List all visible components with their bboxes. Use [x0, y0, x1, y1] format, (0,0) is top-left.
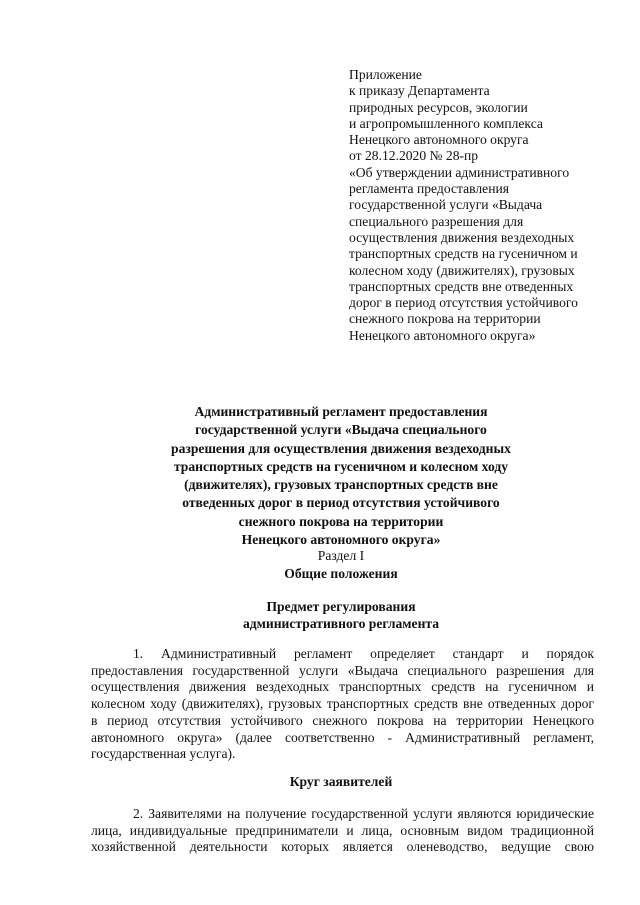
document-title: [100, 403, 582, 549]
appendix-line: снежного покрова на территории: [349, 311, 541, 327]
appendix-line: транспортных средств вне отведенных: [349, 278, 574, 294]
title-line: отведенных дорог в период отсутствия устойчивого: [182, 495, 500, 511]
appendix-line: колесном ходу (движителях), грузовых: [349, 262, 575, 278]
title-line: государственной услуги «Выдача специального: [195, 422, 487, 438]
applicants-heading: Круг заявителей: [289, 774, 393, 789]
paragraph-line: государственная услуга).: [91, 746, 236, 762]
paragraph-line: хозяйственной деятельности которых является оленеводство, ведущие свою: [91, 839, 594, 855]
appendix-line: от 28.12.2020 № 28-пр: [349, 148, 479, 164]
appendix-line: дорог в период отсутствия устойчивого: [349, 295, 578, 311]
paragraph-line: предоставления государственной услуги «Выдача специального разрешения для: [91, 662, 594, 678]
title-line: Административный регламент предоставления: [194, 404, 488, 419]
appendix-line: Ненецкого автономного округа»: [349, 327, 536, 343]
title-line: разрешения для осуществления движения вездеходных: [171, 440, 511, 456]
subsection-heading: [0, 598, 640, 632]
subsection-heading-line: Предмет регулирования: [266, 599, 416, 614]
paragraph-line: автономного округа» (далее соответственно - Административный регламент,: [91, 729, 594, 745]
title-line: транспортных средств на гусеничном и колесном ходу: [173, 458, 509, 474]
appendix-line: Приложение: [349, 67, 422, 82]
appendix-line: транспортных средств на гусеничном и: [349, 246, 578, 262]
appendix-line: «Об утверждении административного: [349, 164, 570, 180]
paragraph-line: 1. Административный регламент определяет стандарт и порядок: [133, 646, 594, 661]
paragraph-line: колесном ходу (движителях), грузовых транспортных средств вне отведенных дорог: [91, 696, 594, 712]
appendix-line: и агропромышленного комплекса: [349, 115, 543, 131]
appendix-line: специального разрешения для: [349, 213, 524, 229]
title-line: (движителях), грузовых транспортных средств вне: [184, 477, 498, 493]
title-line: Ненецкого автономного округа»: [241, 532, 441, 548]
appendix-line: регламента предоставления: [349, 181, 509, 197]
paragraph-line: осуществления движения вездеходных транспортных средств на гусеничном и: [91, 679, 594, 695]
appendix-line: природных ресурсов, экологии: [349, 99, 528, 115]
paragraph-1: [91, 646, 594, 763]
paragraph-line: 2. Заявителями на получение государственной услуги являются юридические: [133, 806, 594, 821]
appendix-line: Ненецкого автономного округа: [349, 132, 529, 148]
appendix-line: к приказу Департамента: [349, 83, 490, 99]
section-number: Раздел I: [317, 548, 365, 563]
paragraph-line: в период отсутствия устойчивого снежного покрова на территории Ненецкого: [91, 712, 594, 728]
subsection-heading-line: административного регламента: [242, 616, 440, 632]
appendix-line: государственной услуги «Выдача: [349, 197, 543, 213]
section-name: Общие положения: [284, 566, 398, 581]
paragraph-line: лица, индивидуальные предприниматели и лица, основным видом традиционной: [91, 822, 594, 838]
appendix-line: осуществления движения вездеходных: [349, 229, 575, 245]
paragraph-2: [91, 806, 594, 856]
appendix-block: [349, 67, 609, 344]
title-line: снежного покрова на территории: [238, 513, 444, 529]
